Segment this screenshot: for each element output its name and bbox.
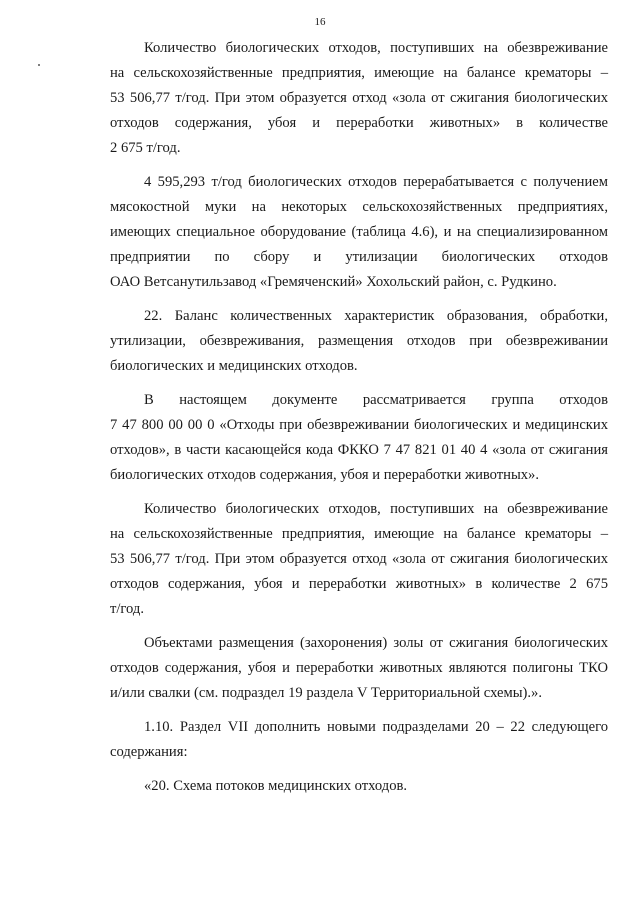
text-line: т/год. [110,601,145,617]
text-line: 7 47 800 00 00 0 «Отходы при обезвреживании биологических и медицинских [110,417,608,433]
text-line: на сельскохозяйственные предприятия, имеющие на балансе крематоры – [110,65,608,81]
text-line: отходов содержания, убоя и переработки животных» в количестве [110,115,608,131]
page-number: 16 [314,16,326,28]
paragraph-6 [110,631,608,706]
text-line: 4 595,293 т/год биологических отходов перерабатывается с получением [144,174,608,190]
text-line: имеющих специальное оборудование (таблица 4.6), и на специализированном [110,224,608,240]
text-line: и/или свалки (см. подраздел 19 раздела V Территориальной схемы).». [110,685,542,701]
text-line: биологических отходов содержания, убоя и переработки животных». [110,467,540,483]
text-line: отходов содержания, убоя и переработки животных являются полигоны ТКО [110,660,608,676]
text-line: «20. Схема потоков медицинских отходов. [144,778,408,794]
text-line: 53 506,77 т/год. При этом образуется отход «зола от сжигания биологических [110,90,608,106]
text-line: 2 675 т/год. [110,140,181,156]
text-line: мясокостной муки на некоторых сельскохозяйственных предприятиях, [110,199,608,215]
text-line: Объектами размещения (захоронения) золы от сжигания биологических [144,635,608,651]
text-line: 53 506,77 т/год. При этом образуется отход «зола от сжигания биологических [110,551,608,567]
paragraph-3 [110,304,608,379]
text-line: на сельскохозяйственные предприятия, имеющие на балансе крематоры – [110,526,608,542]
text-line: отходов», в части касающейся кода ФККО 7 47 821 01 40 4 «зола от сжигания [110,442,608,458]
text-line: Количество биологических отходов, поступивших на обезвреживание [144,40,608,56]
text-line: отходов содержания, убоя и переработки животных» в количестве 2 675 [110,576,608,592]
text-line: 22. Баланс количественных характеристик образования, обработки, [144,308,608,324]
text-line: утилизации, обезвреживания, размещения отходов при обезвреживании [110,333,608,349]
text-line: Количество биологических отходов, поступивших на обезвреживание [144,501,608,517]
paragraph-5 [110,497,608,622]
paragraph-2 [110,170,608,295]
document-body [110,36,608,799]
text-line: предприятии по сбору и утилизации биологических отходов [110,249,608,265]
text-line: В настоящем документе рассматривается группа отходов [144,392,608,408]
paragraph-4 [110,388,608,488]
paragraph-1 [110,36,608,161]
text-line: содержания: [110,744,188,760]
paragraph-8 [110,774,608,799]
paragraph-7 [110,715,608,765]
text-line: ОАО Ветсанутильзавод «Гремяченский» Хохольский район, с. Рудкино. [110,274,557,290]
text-line: 1.10. Раздел VII дополнить новыми подразделами 20 – 22 следующего [144,719,608,735]
text-line: биологических и медицинских отходов. [110,358,358,374]
scan-speck [38,64,40,66]
